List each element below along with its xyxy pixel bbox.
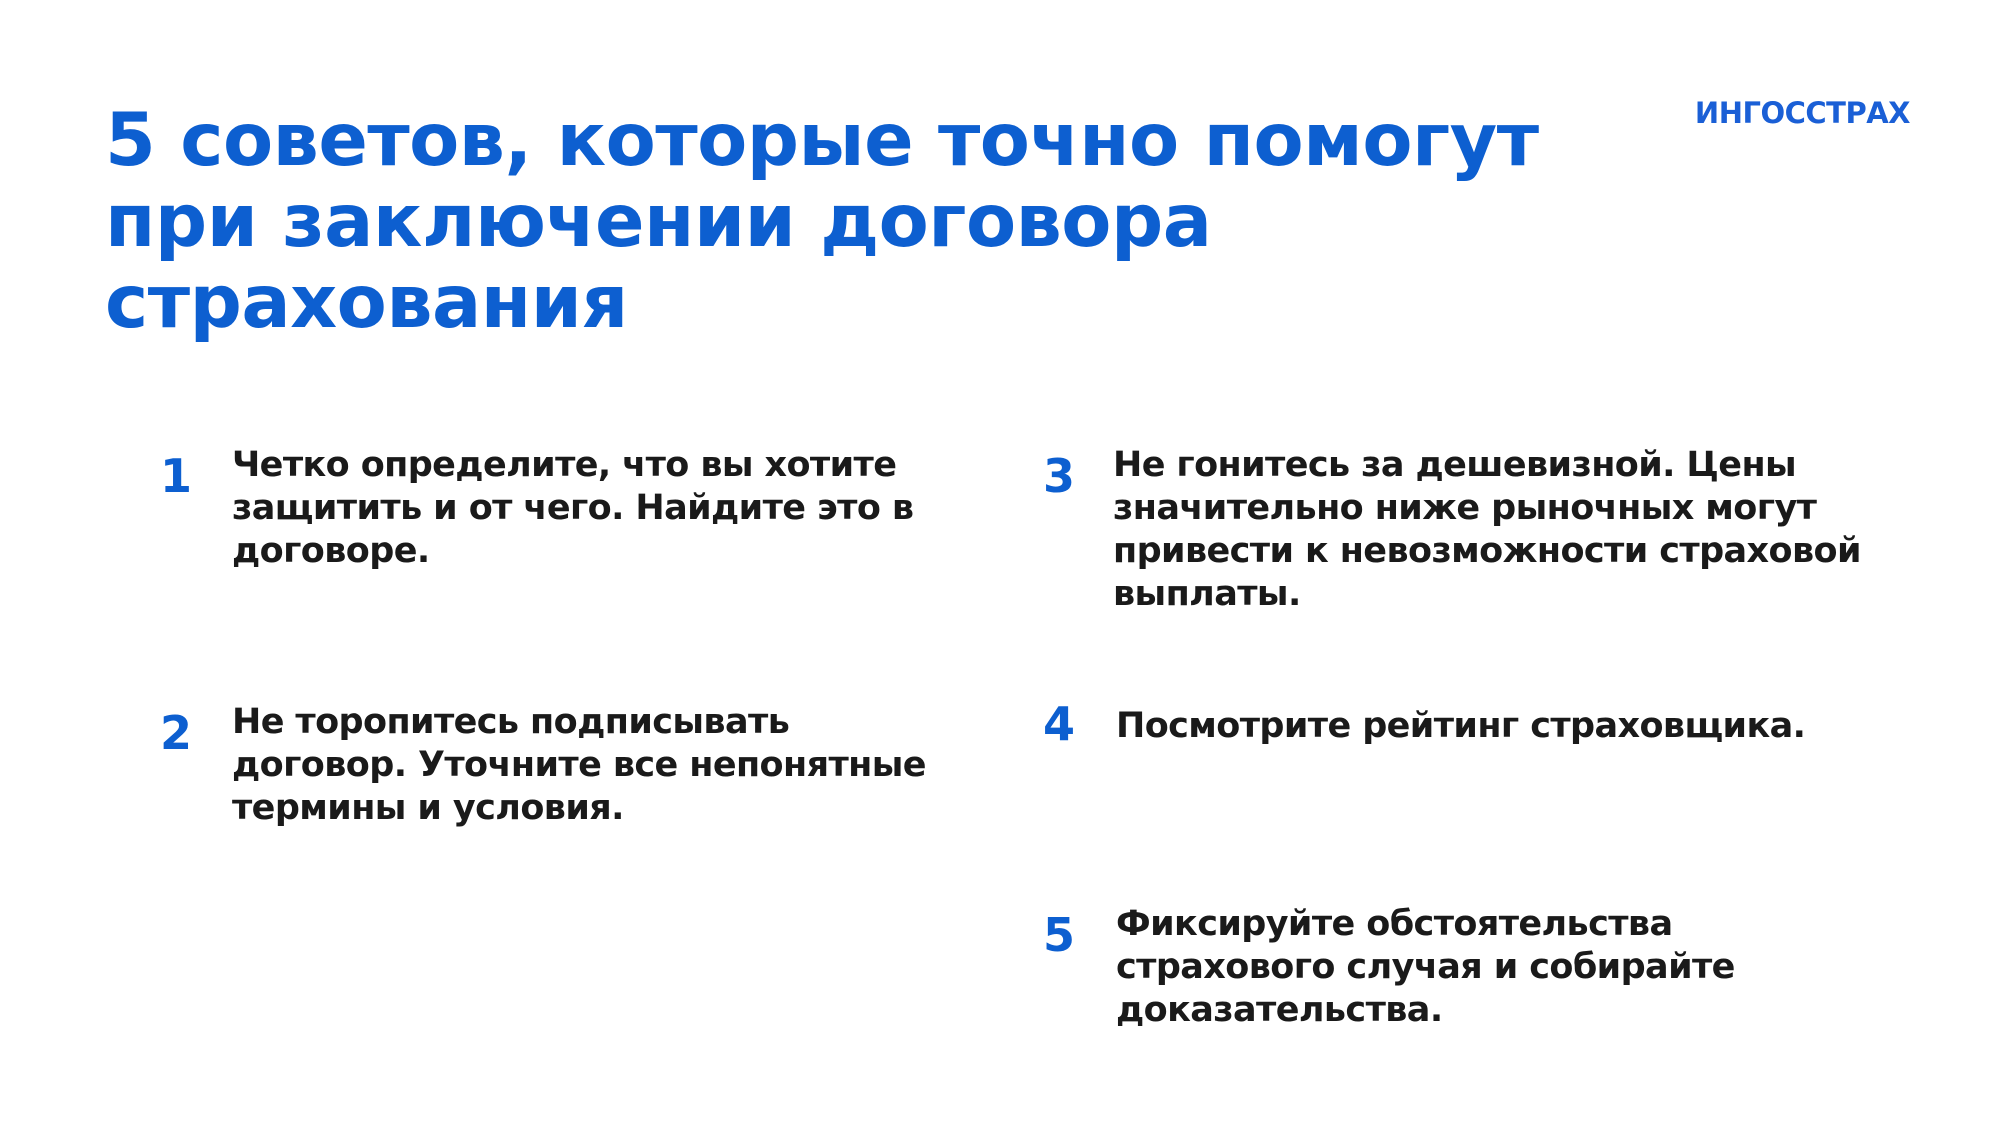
tip-number: 5 — [1043, 908, 1076, 962]
tip-text — [1116, 705, 1896, 748]
tip-text-line: привести к невозможности страховой — [1113, 531, 1861, 571]
tip-text-line: Фиксируйте обстоятельства — [1116, 904, 1673, 944]
tip-text-line: доказательства. — [1116, 990, 1443, 1030]
tip-text-line: Не гонитесь за дешевизной. Цены — [1113, 445, 1797, 485]
title-line-2: при заключении договора — [105, 179, 1212, 264]
tip-text-line: Посмотрите рейтинг страховщика. — [1116, 706, 1806, 746]
tip-text-line: Не торопитесь подписывать — [232, 702, 790, 742]
tip-text-line: страхового случая и собирайте — [1116, 947, 1735, 987]
tip-number: 1 — [160, 449, 193, 503]
tip-text — [232, 444, 972, 573]
title-line-1: 5 советов, которые точно помогут — [105, 98, 1539, 183]
tip-text — [1113, 444, 1893, 616]
tip-text-line: Четко определите, что вы хотите — [232, 445, 897, 485]
tip-text — [1116, 903, 1896, 1032]
tip-text-line: защитить и от чего. Найдите это в — [232, 488, 914, 528]
tip-text-line: выплаты. — [1113, 574, 1301, 614]
tip-text-line: значительно ниже рыночных могут — [1113, 488, 1817, 528]
tip-number: 3 — [1043, 449, 1076, 503]
page-title — [105, 100, 1605, 343]
tip-text-line: договоре. — [232, 531, 430, 571]
tip-text-line: договор. Уточните все непонятные — [232, 745, 926, 785]
tip-number: 4 — [1043, 697, 1076, 751]
tip-number: 2 — [160, 706, 193, 760]
ingosstrakh-logo: ИНГОССТРАХ — [1694, 96, 1910, 130]
title-line-3: страхования — [105, 260, 628, 345]
tip-text — [232, 701, 992, 830]
tip-text-line: термины и условия. — [232, 788, 624, 828]
